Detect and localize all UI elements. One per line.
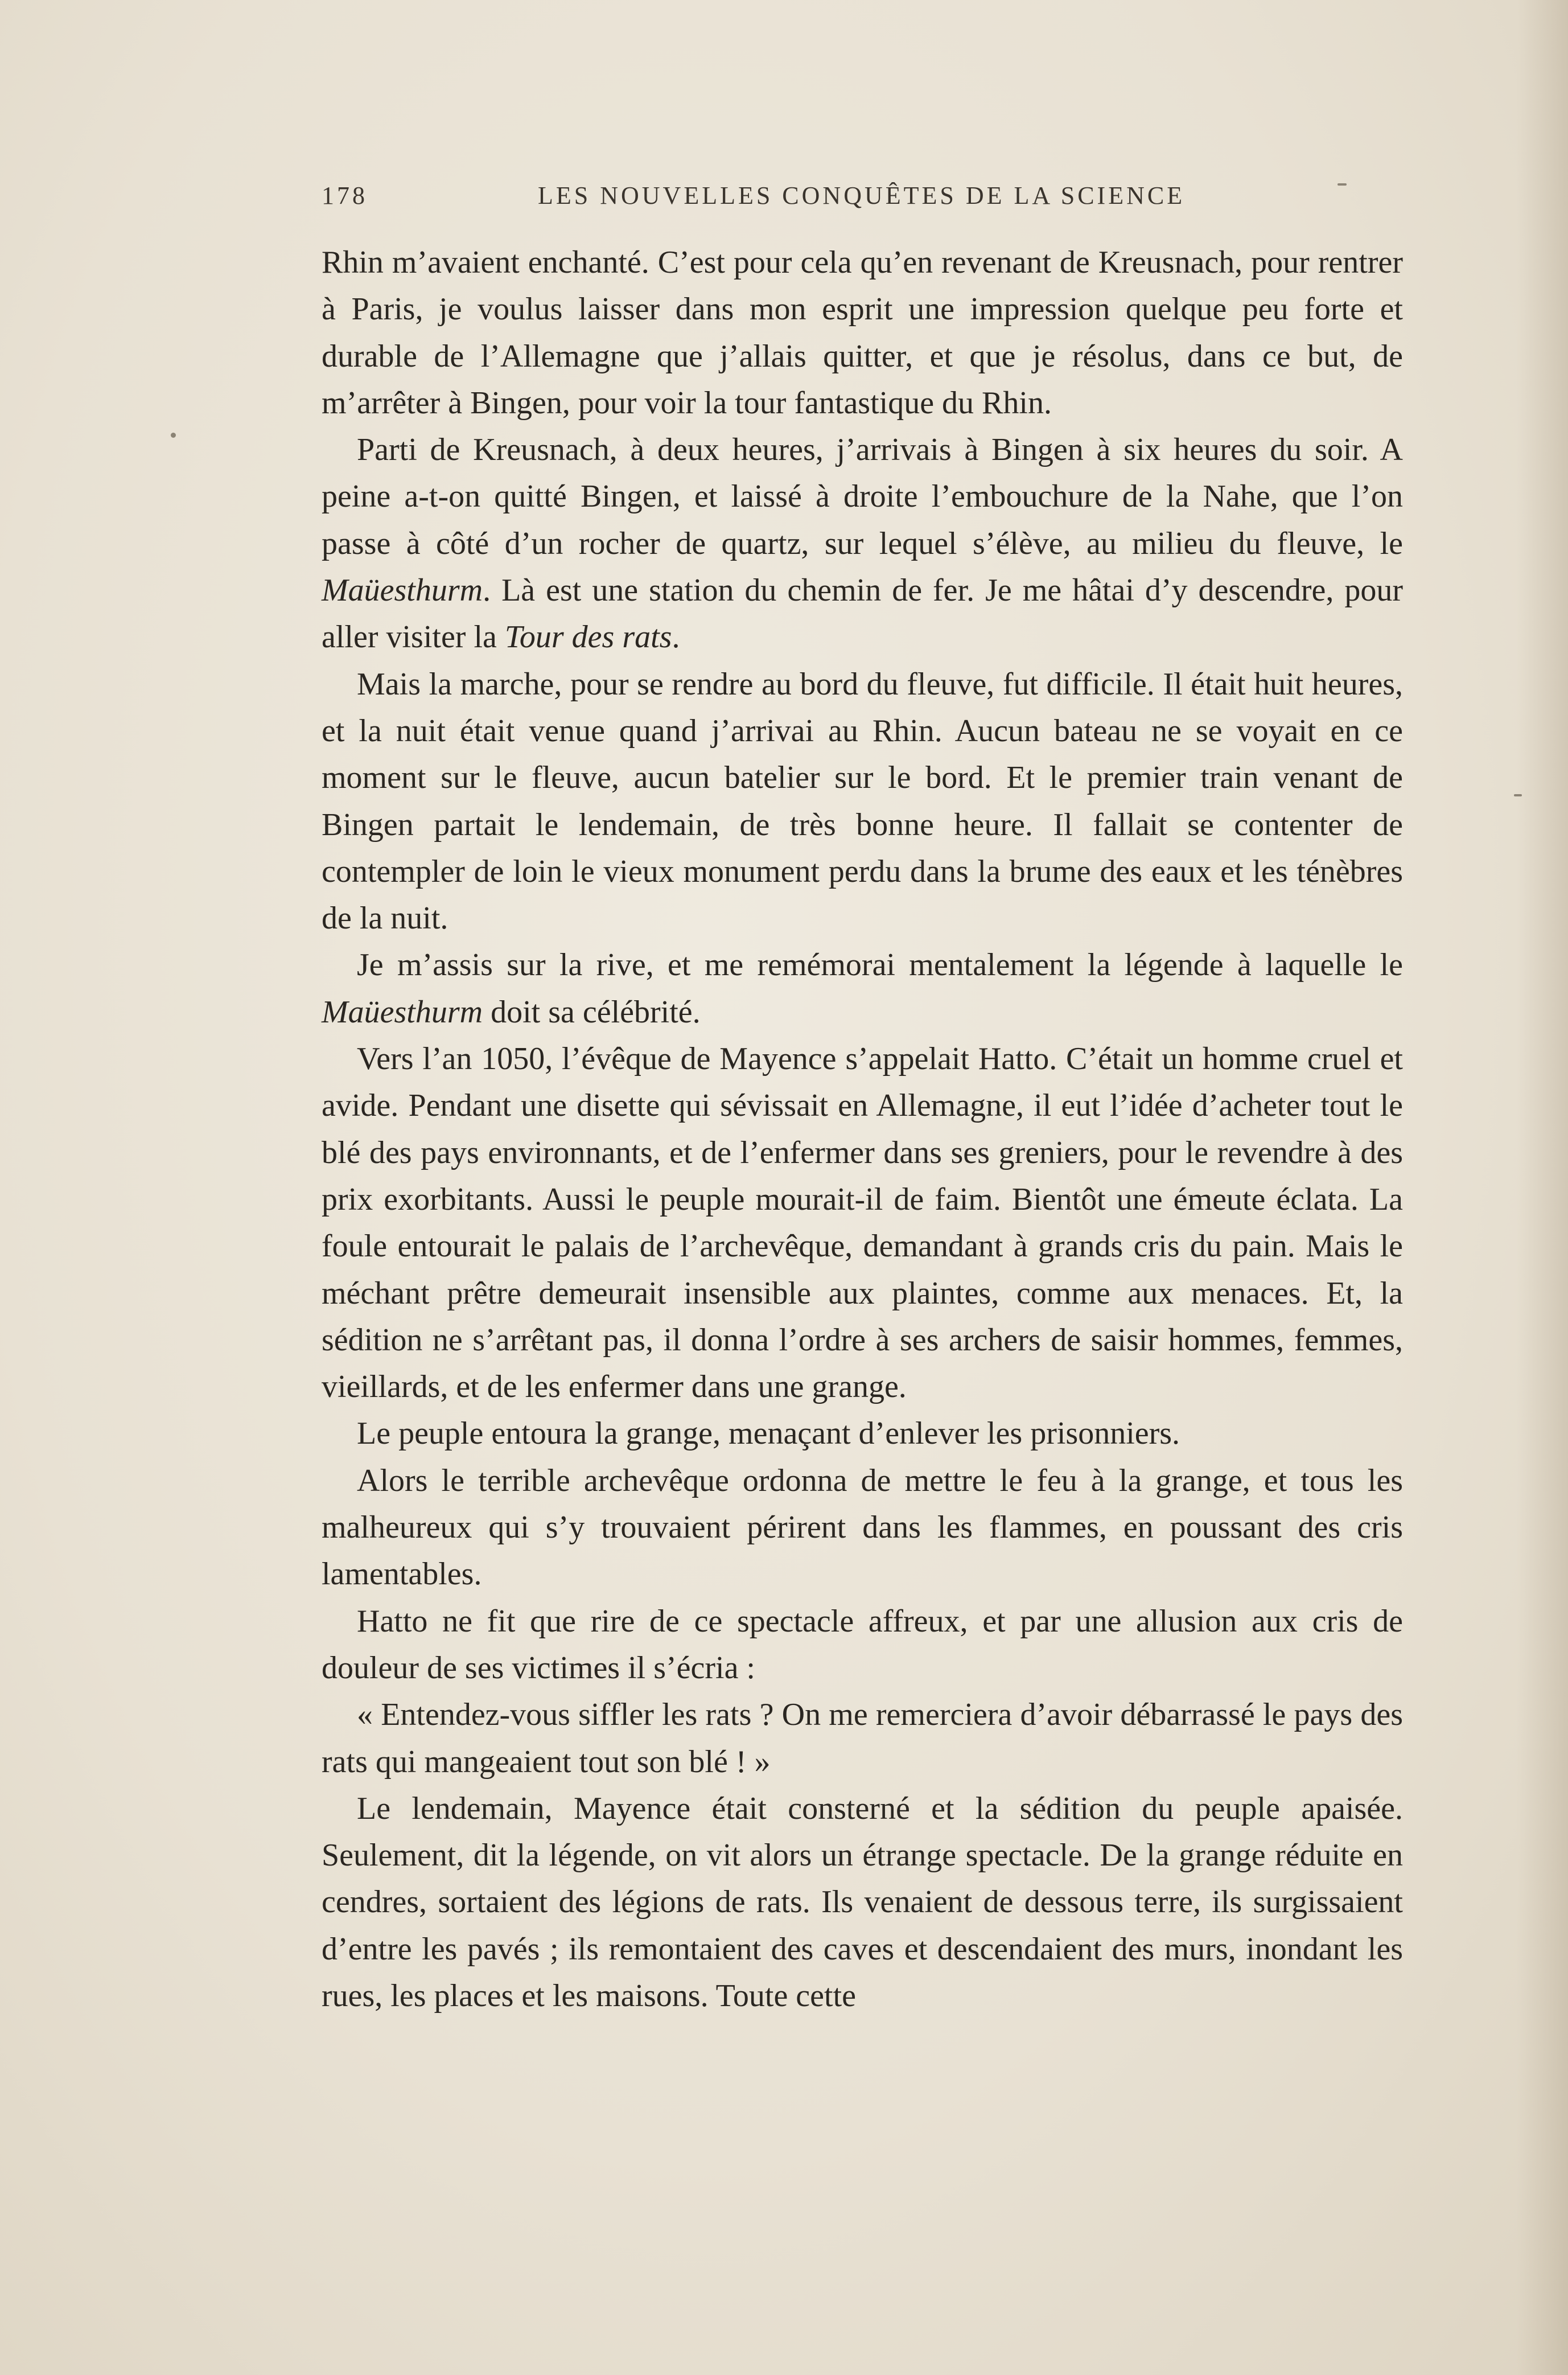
paragraph-8: Hatto ne fit que rire de ce spectacle affreux, et par une allusion aux cris de douleur de ses victimes il s’écria : bbox=[322, 1603, 1403, 1686]
paper-speck bbox=[171, 433, 176, 438]
place-name-maeusethurm: Maüesthurm bbox=[322, 573, 483, 609]
paragraph-1: Rhin m’avaient enchanté. C’est pour cela qu’en revenant de Kreusnach, pour rentrer à Paris, je voulus laisser dans mon esprit une impression quelque peu forte et durable de l’Allemagne que j’allais quitter, et que je résolus, dans ce but, de m’arrêter à Bingen, pour voir la tour fantastique du Rhin. bbox=[322, 245, 1403, 421]
paragraph-3: Mais la marche, pour se rendre au bord du fleuve, fut difficile. Il était huit heures, et la nuit était venue quand j’arrivai au Rhin. Aucun bateau ne se voyait en ce moment sur le fleuve, aucun batelier sur le bord. Et le premier train venant de Bingen partait le lendemain, de très bonne heure. Il fallait se contenter de contempler de loin le vieux monument perdu dans la brume des eaux et les ténèbres de la nuit. bbox=[322, 666, 1403, 936]
paragraph-4: Je m’assis sur la rive, et me remémorai mentalement la légende à laquelle le Maüesthurm doit sa célébrité. bbox=[322, 947, 1403, 1030]
paper-speck bbox=[1514, 794, 1522, 796]
place-name-tour-des-rats: Tour des rats bbox=[504, 619, 672, 655]
place-name-maeusethurm: Maüesthurm bbox=[322, 994, 483, 1030]
running-head: LES NOUVELLES CONQUÊTES DE LA SCIENCE bbox=[538, 182, 1186, 209]
paragraph-10: Le lendemain, Mayence était consterné et la sédition du peuple apaisée. Seulement, dit la légende, on vit alors un étrange spectacle. De la grange réduite en cendres, sortaient des légions de rats. Ils venaient de dessous terre, ils surgissaient d’entre les pavés ; ils remontaient des caves et descendaient des murs, inondant les rues, les places et les maisons. Toute cette bbox=[322, 1790, 1403, 2014]
page-edge-shadow bbox=[1517, 0, 1568, 2375]
body-text bbox=[322, 239, 1403, 2019]
page-number: 178 bbox=[322, 182, 368, 209]
paragraph-6: Le peuple entoura la grange, menaçant d’enlever les prisonniers. bbox=[357, 1416, 1180, 1452]
paragraph-7: Alors le terrible archevêque ordonna de mettre le feu à la grange, et tous les malheureux qui s’y trouvaient périrent dans les flammes, en poussant des cris lamentables. bbox=[322, 1462, 1403, 1592]
paper-speck bbox=[1337, 183, 1347, 186]
paragraph-2: Parti de Kreusnach, à deux heures, j’arrivais à Bingen à six heures du soir. A peine a-t-on quitté Bingen, et laissé à droite l’embouchure de la Nahe, que l’on passe à côté d’un rocher de quartz, sur lequel s’élève, au milieu du fleuve, le Maüesthurm. Là est une station du chemin de fer. Je me hâtai d’y descendre, pour aller visiter la Tour des rats. bbox=[322, 432, 1403, 655]
paragraph-9: « Entendez-vous siffler les rats ? On me remerciera d’avoir débarrassé le pays des rats qui mangeaient tout son blé ! » bbox=[322, 1697, 1403, 1780]
paragraph-5: Vers l’an 1050, l’évêque de Mayence s’appelait Hatto. C’était un homme cruel et avide. Pendant une disette qui sévissait en Allemagne, il eut l’idée d’acheter tout le blé des pays environnants, et de l’enfermer dans ses greniers, pour le revendre à des prix exorbitants. Aussi le peuple mourait-il de faim. Bientôt une émeute éclata. La foule entourait le palais de l’archevêque, demandant à grands cris du pain. Mais le méchant prêtre demeurait insensible aux plaintes, comme aux menaces. Et, la sédition ne s’arrêtant pas, il donna l’ordre à ses archers de saisir hommes, femmes, vieillards, et de les enfermer dans une grange. bbox=[322, 1041, 1403, 1405]
page-header bbox=[322, 181, 1403, 221]
